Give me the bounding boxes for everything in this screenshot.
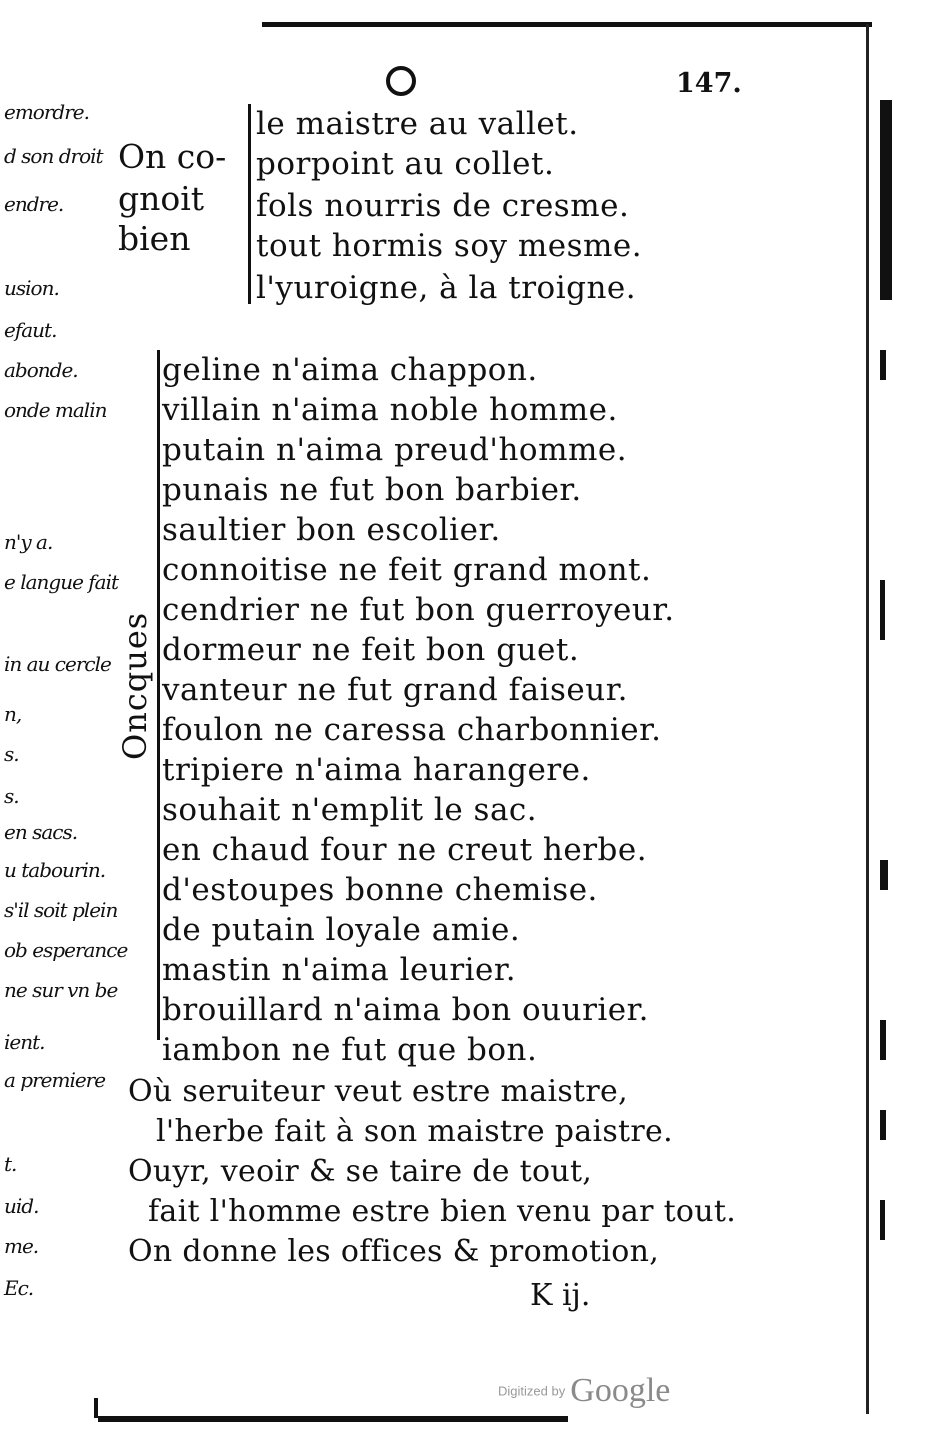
margin-fragment: endre.: [4, 192, 64, 216]
proverb-line: Ouyr, veoir & se taire de tout,: [128, 1154, 593, 1189]
group2-line: brouillard n'aima bon ouurier.: [162, 992, 649, 1028]
digitized-watermark: [498, 1372, 670, 1410]
margin-fragment: s'il soit plein: [4, 898, 118, 922]
group2-line: foulon ne caressa charbonnier.: [162, 712, 662, 748]
facing-page-edge: [880, 20, 894, 1420]
group2-line: cendrier ne fut bon guerroyeur.: [162, 592, 675, 628]
side-note-line: bien: [118, 219, 191, 258]
group2-line: putain n'aima preud'homme.: [162, 432, 628, 468]
proverb-line: l'herbe fait à son maistre paistre.: [156, 1114, 673, 1149]
bottom-edge-bar: [98, 1416, 568, 1422]
proverb-line: Où seruiteur veut estre maistre,: [128, 1074, 628, 1109]
watermark-prefix: Digitized by: [498, 1383, 566, 1399]
group2-line: vanteur ne fut grand faiseur.: [162, 672, 628, 708]
signature-mark: K ij.: [530, 1278, 591, 1313]
group2-line: geline n'aima chappon.: [162, 352, 538, 388]
margin-fragment: ient.: [4, 1030, 45, 1054]
group1-line: le maistre au vallet.: [256, 106, 579, 142]
oncques-label: Oncques: [116, 611, 154, 760]
margin-fragment: e langue fait: [4, 570, 119, 594]
margin-fragment: abonde.: [4, 358, 78, 382]
proverb-line: On donne les offices & promotion,: [128, 1234, 660, 1269]
group2-brace: [157, 350, 160, 1040]
margin-fragment: onde malin: [4, 398, 107, 422]
margin-fragment: emordre.: [4, 100, 89, 124]
group1-brace: [248, 104, 251, 304]
margin-fragment: uid.: [4, 1194, 39, 1218]
margin-fragment: ob esperance: [4, 938, 128, 962]
side-note-line: On co-: [118, 137, 227, 176]
group2-line: villain n'aima noble homme.: [162, 392, 618, 428]
margin-fragment: t.: [4, 1152, 17, 1176]
margin-fragment: u tabourin.: [4, 858, 106, 882]
group2-line: en chaud four ne creut herbe.: [162, 832, 648, 868]
margin-fragment: efaut.: [4, 318, 57, 342]
margin-fragment: s.: [4, 784, 19, 808]
group2-line: dormeur ne feit bon guet.: [162, 632, 580, 668]
bottom-edge-stub: [94, 1398, 98, 1418]
group2-line: saultier bon escolier.: [162, 512, 501, 548]
margin-fragment: a premiere: [4, 1068, 106, 1092]
group2-line: iambon ne fut que bon.: [162, 1032, 538, 1068]
group2-line: souhait n'emplit le sac.: [162, 792, 538, 828]
group2-line: de putain loyale amie.: [162, 912, 521, 948]
margin-fragment: s.: [4, 742, 19, 766]
google-logo: Google: [570, 1372, 671, 1409]
group2-line: tripiere n'aima harangere.: [162, 752, 591, 788]
margin-fragment: ne sur vn be: [4, 978, 118, 1002]
margin-fragment: en sacs.: [4, 820, 78, 844]
margin-fragment: me.: [4, 1234, 39, 1258]
group1-line: fols nourris de cresme.: [256, 188, 630, 224]
top-rule: [262, 22, 872, 27]
margin-fragment: in au cercle: [4, 652, 111, 676]
group1-line: l'yuroigne, à la troigne.: [256, 270, 637, 306]
fleuron-ornament-icon: [386, 66, 416, 96]
margin-fragment: d son droit: [4, 144, 103, 168]
page-number: 147.: [676, 68, 742, 99]
group2-line: mastin n'aima leurier.: [162, 952, 517, 988]
side-note-line: gnoit: [118, 179, 205, 218]
group2-line: punais ne fut bon barbier.: [162, 472, 582, 508]
margin-fragment: usion.: [4, 276, 59, 300]
margin-fragment: Ec.: [4, 1276, 34, 1300]
group2-line: d'estoupes bonne chemise.: [162, 872, 598, 908]
group1-line: porpoint au collet.: [256, 146, 555, 182]
group2-line: connoitise ne feit grand mont.: [162, 552, 652, 588]
group1-line: tout hormis soy mesme.: [256, 228, 643, 264]
margin-fragment: n,: [4, 702, 22, 726]
margin-fragment: n'y a.: [4, 530, 53, 554]
proverb-line: fait l'homme estre bien venu par tout.: [148, 1194, 737, 1229]
right-page-edge-rule: [866, 24, 869, 1414]
